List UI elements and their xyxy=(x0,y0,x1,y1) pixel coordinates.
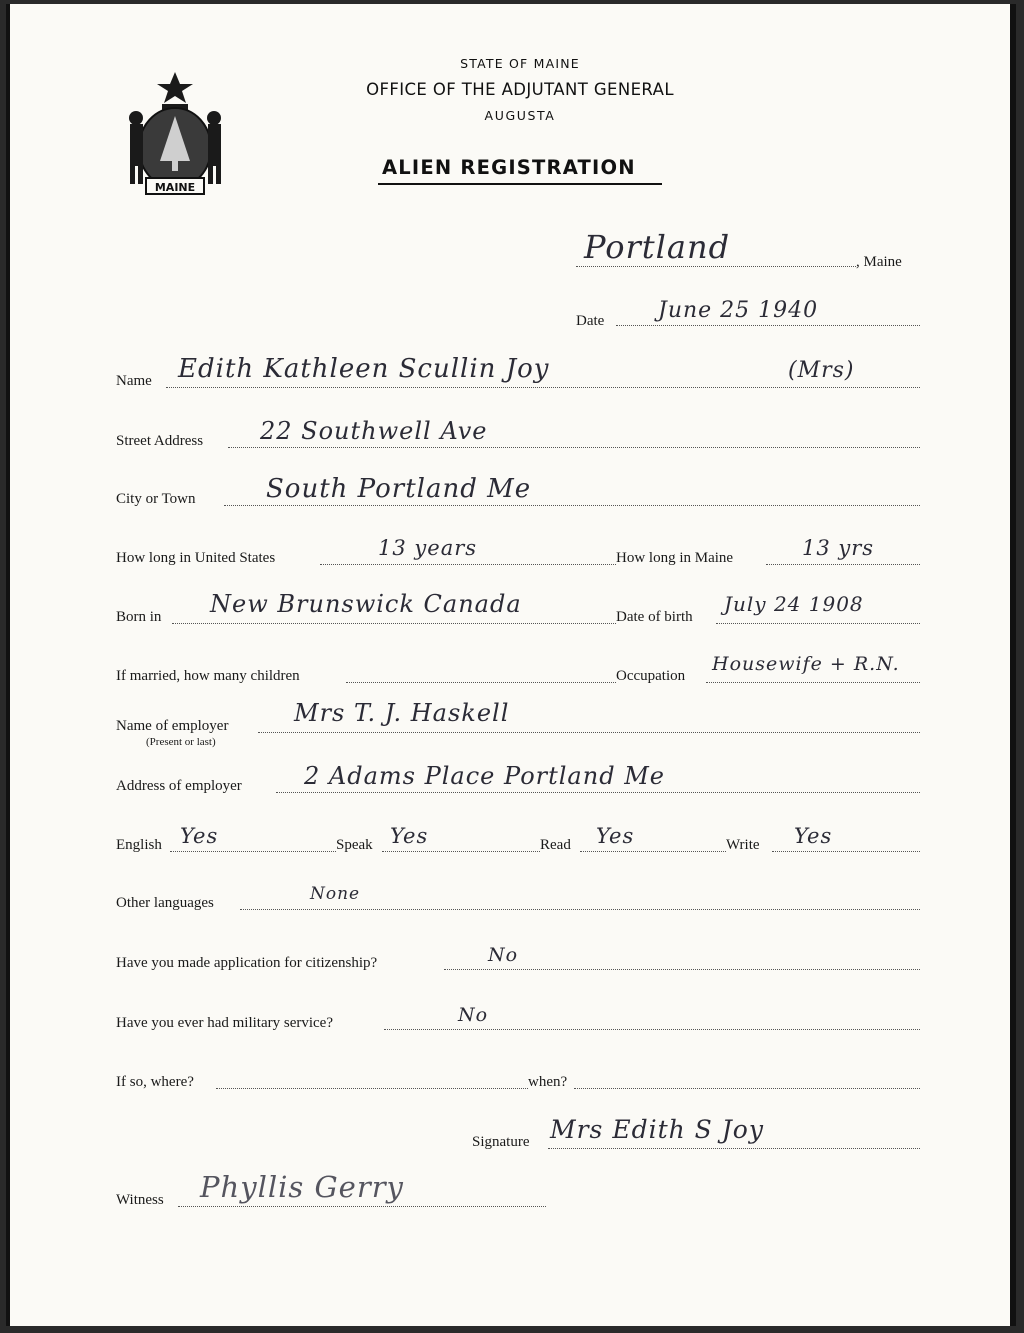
speak-entry: Yes xyxy=(390,824,429,848)
other-languages-entry: None xyxy=(310,884,361,904)
name-line xyxy=(166,387,920,388)
occupation-entry: Housewife + R.N. xyxy=(712,653,900,675)
date-of-birth-entry: July 24 1908 xyxy=(724,592,864,616)
citizenship-label: Have you made application for citizenship? xyxy=(116,955,378,971)
where-label: If so, where? xyxy=(116,1074,194,1090)
place-line xyxy=(576,266,856,267)
when-line xyxy=(574,1088,920,1089)
city-entry: South Portland Me xyxy=(266,474,532,504)
street-label: Street Address xyxy=(116,433,204,449)
occupation-label: Occupation xyxy=(616,668,686,684)
street-line xyxy=(228,447,920,448)
read-entry: Yes xyxy=(596,824,635,848)
employer-address-label: Address of employer xyxy=(116,778,242,794)
citizenship-line xyxy=(444,969,920,970)
employer-line xyxy=(258,732,920,733)
date-line xyxy=(616,325,920,326)
name-label: Name xyxy=(116,373,152,389)
english-label: English xyxy=(116,837,162,853)
born-in-entry: New Brunswick Canada xyxy=(210,590,522,618)
name-title-entry: (Mrs) xyxy=(788,358,855,383)
speak-label: Speak xyxy=(336,837,373,853)
place-entry: Portland xyxy=(584,228,731,266)
office-heading: OFFICE OF THE ADJUTANT GENERAL xyxy=(366,80,674,99)
signature-label: Signature xyxy=(472,1134,530,1150)
when-label: when? xyxy=(528,1074,568,1090)
employer-address-line xyxy=(276,792,920,793)
other-languages-line xyxy=(240,909,920,910)
employer-label: Name of employer xyxy=(116,718,229,734)
children-line xyxy=(346,682,616,683)
employer-address-entry: 2 Adams Place Portland Me xyxy=(304,762,665,790)
write-label: Write xyxy=(726,837,760,853)
witness-line xyxy=(178,1206,546,1207)
read-line xyxy=(580,851,726,852)
signature-entry: Mrs Edith S Joy xyxy=(550,1115,764,1144)
military-line xyxy=(384,1029,920,1030)
date-label: Date xyxy=(576,313,605,329)
date-of-birth-line xyxy=(716,623,920,624)
maine-label: , Maine xyxy=(856,254,902,270)
registration-form-sheet xyxy=(6,4,1016,1326)
title-underline xyxy=(378,183,662,185)
how-long-maine-entry: 13 yrs xyxy=(802,536,875,560)
english-entry: Yes xyxy=(180,824,219,848)
signature-line xyxy=(548,1148,920,1149)
city-heading: AUGUSTA xyxy=(484,108,556,123)
state-heading: STATE OF MAINE xyxy=(460,56,580,71)
born-in-line xyxy=(172,623,616,624)
date-entry: June 25 1940 xyxy=(658,298,819,323)
speak-line xyxy=(382,851,540,852)
how-long-maine-label: How long in Maine xyxy=(616,550,734,566)
employer-entry: Mrs T. J. Haskell xyxy=(294,699,510,727)
military-entry: No xyxy=(458,1004,489,1026)
occupation-line xyxy=(706,682,920,683)
write-line xyxy=(772,851,920,852)
children-label: If married, how many children xyxy=(116,668,300,684)
military-label: Have you ever had military service? xyxy=(116,1015,333,1031)
born-in-label: Born in xyxy=(116,609,162,625)
write-entry: Yes xyxy=(794,824,833,848)
how-long-us-label: How long in United States xyxy=(116,550,276,566)
city-line xyxy=(224,505,920,506)
maine-state-seal-icon xyxy=(120,66,230,200)
street-entry: 22 Southwell Ave xyxy=(260,417,488,445)
where-line xyxy=(216,1088,528,1089)
city-label: City or Town xyxy=(116,491,196,507)
witness-label: Witness xyxy=(116,1192,164,1208)
read-label: Read xyxy=(540,837,571,853)
how-long-maine-line xyxy=(766,564,920,565)
english-line xyxy=(170,851,336,852)
other-languages-label: Other languages xyxy=(116,895,214,911)
witness-entry: Phyllis Gerry xyxy=(200,1170,404,1204)
citizenship-entry: No xyxy=(488,944,519,966)
date-of-birth-label: Date of birth xyxy=(616,609,693,625)
how-long-us-line xyxy=(320,564,616,565)
how-long-us-entry: 13 years xyxy=(378,536,478,560)
seal-banner-text: MAINE xyxy=(154,181,196,194)
form-title: ALIEN REGISTRATION xyxy=(382,156,636,179)
employer-sublabel: (Present or last) xyxy=(146,736,216,748)
name-entry: Edith Kathleen Scullin Joy xyxy=(178,354,550,384)
